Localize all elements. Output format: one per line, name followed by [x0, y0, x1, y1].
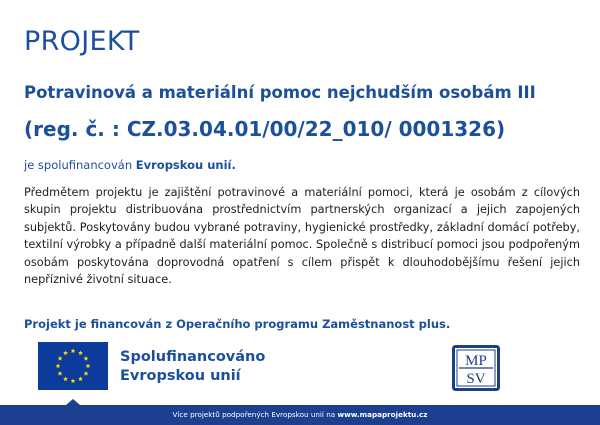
- eu-star: [78, 350, 83, 355]
- eu-label-line1: Spolufinancováno: [120, 349, 266, 365]
- eu-star: [63, 376, 68, 381]
- eu-cofinance-label: [120, 348, 265, 386]
- footer-bar: [0, 405, 600, 425]
- eu-flag-stars: [38, 342, 108, 390]
- page-title: PROJEKT: [24, 26, 140, 57]
- eu-star: [58, 356, 63, 361]
- eu-star: [78, 376, 83, 381]
- eu-flag-icon: [38, 342, 108, 390]
- mpsv-logo-icon: [452, 345, 500, 391]
- footer-text: Více projektů podpořených Evropskou unií na: [172, 410, 338, 419]
- cofinance-line: [24, 158, 236, 172]
- eu-star: [86, 363, 91, 368]
- eu-star: [84, 371, 89, 376]
- registration-number: (reg. č. : CZ.03.04.01/00/22_010/ 0001326): [24, 117, 506, 141]
- footer-link[interactable]: www.mapaprojektu.cz: [337, 410, 428, 419]
- mpsv-logo-bottom: SV: [466, 371, 486, 387]
- eu-star: [71, 378, 76, 383]
- cofinance-eu: Evropskou unií.: [135, 158, 236, 172]
- project-description: Předmětem projektu je zajištění potravinové a materiální pomoci, která je osobám z cílových skupin projektu distribuována prostřednictvím partnerských organizací a jejich zapojených subjektů. Poskytovány budou vybrané potraviny, hygienické prostředky, základní domácí potřeby, textilní výrobky a případně další materiální pomoc. Společně s distribucí pomoci jsou podpořeným osobám poskytována doprovodná opatření s cílem přispět k dlouhodobějšímu řešení jejich nepříznivé životní situace.: [24, 186, 580, 287]
- eu-star: [63, 350, 68, 355]
- eu-star: [84, 356, 89, 361]
- eu-star: [56, 363, 61, 368]
- eu-label-line2: Evropskou unií: [120, 368, 241, 384]
- funding-note: Projekt je financován z Operačního programu Zaměstnanost plus.: [24, 317, 451, 331]
- eu-star: [58, 371, 63, 376]
- mpsv-logo-top: MP: [465, 353, 487, 369]
- project-title: Potravinová a materiální pomoc nejchudším osobám III: [24, 83, 536, 102]
- cofinance-prefix: je spolufinancován: [24, 158, 136, 172]
- eu-star: [71, 348, 76, 353]
